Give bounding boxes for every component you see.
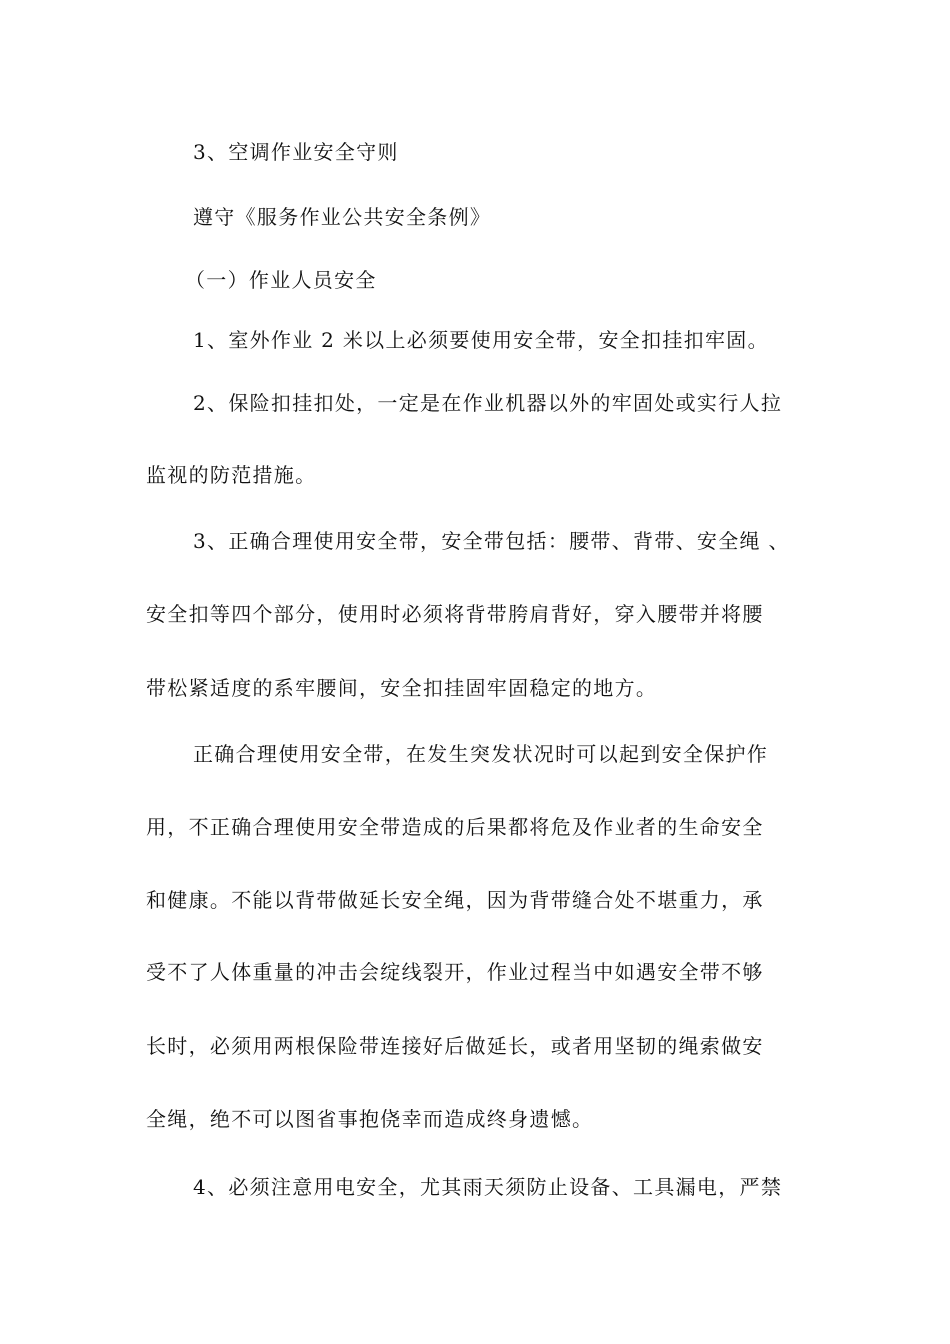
section-heading: 3、空调作业安全守则	[193, 140, 399, 164]
paragraph-line: 用，不正确合理使用安全带造成的后果都将危及作业者的生命安全	[146, 815, 764, 839]
subsection-heading: （一）作业人员安全	[185, 268, 377, 292]
paragraph-line: 2、保险扣挂扣处，一定是在作业机器以外的牢固处或实行人拉	[193, 391, 783, 415]
paragraph-line: 带松紧适度的系牢腰间，安全扣挂固牢固稳定的地方。	[146, 676, 658, 700]
paragraph-line: 4、必须注意用电安全，尤其雨天须防止设备、工具漏电，严禁	[193, 1175, 783, 1199]
paragraph-line: 受不了人体重量的冲击会绽线裂开，作业过程当中如遇安全带不够	[146, 960, 764, 984]
paragraph-line: 长时，必须用两根保险带连接好后做延长，或者用坚韧的绳索做安	[146, 1034, 764, 1058]
paragraph-line: 安全扣等四个部分，使用时必须将背带胯肩背好，穿入腰带并将腰	[146, 602, 764, 626]
paragraph-line: 正确合理使用安全带，在发生突发状况时可以起到安全保护作	[193, 742, 769, 766]
paragraph-line: 全绳，绝不可以图省事抱侥幸而造成终身遗憾。	[146, 1107, 594, 1131]
paragraph-line: 3、正确合理使用安全带，安全带包括：腰带、背带、安全绳 、	[193, 529, 790, 553]
paragraph-line: 和健康。不能以背带做延长安全绳，因为背带缝合处不堪重力，承	[146, 888, 764, 912]
paragraph-line: 1、室外作业 2 米以上必须要使用安全带，安全扣挂扣牢固。	[193, 328, 769, 352]
regulation-reference: 遵守《服务作业公共安全条例》	[193, 205, 492, 229]
paragraph-line: 监视的防范措施。	[146, 463, 317, 487]
